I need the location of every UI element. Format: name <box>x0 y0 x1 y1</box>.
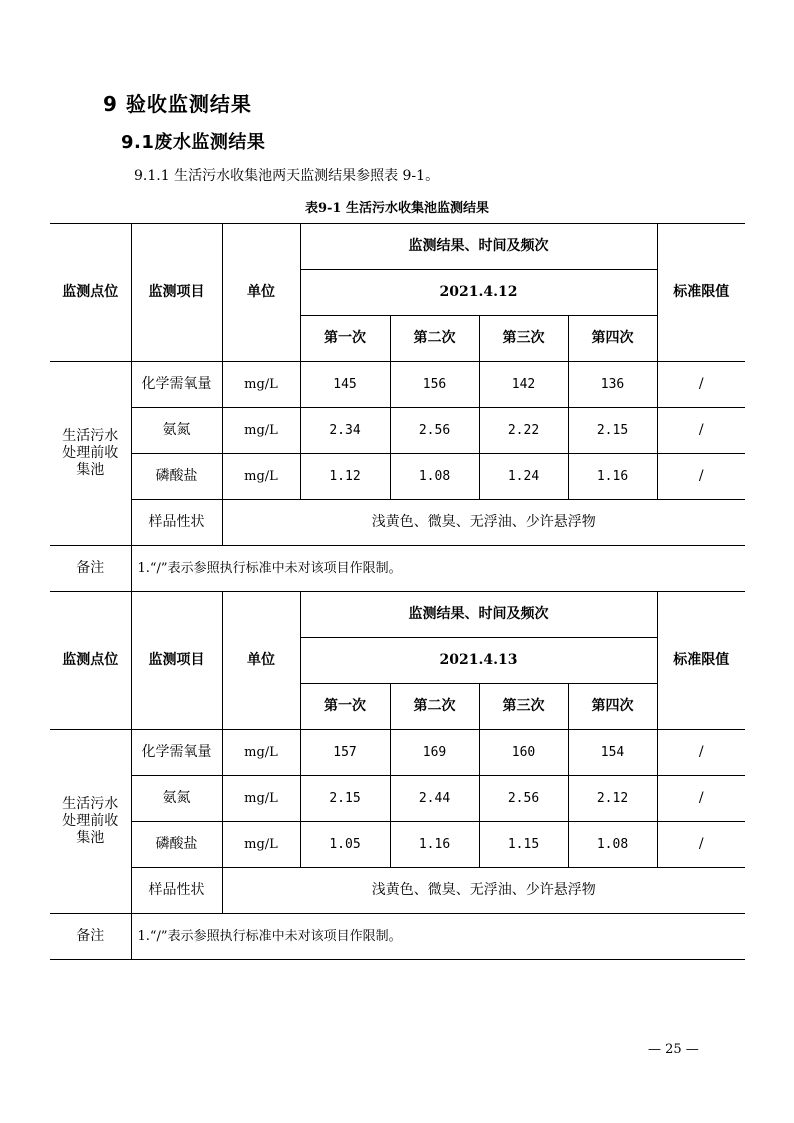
item-cell: 化学需氧量 <box>131 730 222 776</box>
value-cell: 2.34 <box>300 408 390 454</box>
sample-label: 样品性状 <box>131 500 222 546</box>
note-row <box>50 914 745 960</box>
table-row <box>50 822 745 868</box>
value-cell: 1.08 <box>568 822 657 868</box>
header-freq-1: 第一次 <box>300 684 390 730</box>
value-cell: 2.15 <box>300 776 390 822</box>
limit-cell: / <box>657 454 745 500</box>
unit-cell: mg/L <box>222 454 300 500</box>
value-cell: 2.56 <box>390 408 479 454</box>
header-limit: 标准限值 <box>657 224 745 362</box>
value-cell: 1.24 <box>479 454 568 500</box>
item-cell: 氨氮 <box>131 776 222 822</box>
value-cell: 136 <box>568 362 657 408</box>
header-item: 监测项目 <box>131 224 222 362</box>
note-label: 备注 <box>50 546 131 592</box>
sample-row <box>50 868 745 914</box>
value-cell: 1.16 <box>568 454 657 500</box>
note-row <box>50 546 745 592</box>
value-cell: 156 <box>390 362 479 408</box>
note-label: 备注 <box>50 914 131 960</box>
location-cell: 生活污水 处理前收 集池 <box>50 730 131 914</box>
subsection-heading: 9.1废水监测结果 <box>121 132 266 153</box>
item-cell: 磷酸盐 <box>131 454 222 500</box>
value-cell: 1.15 <box>479 822 568 868</box>
results-table-day1 <box>50 223 745 592</box>
header-freq-2: 第二次 <box>390 684 479 730</box>
location-cell: 生活污水 处理前收 集池 <box>50 362 131 546</box>
value-cell: 1.08 <box>390 454 479 500</box>
limit-cell: / <box>657 776 745 822</box>
header-freq-2: 第二次 <box>390 316 479 362</box>
header-date: 2021.4.13 <box>300 638 657 684</box>
value-cell: 2.56 <box>479 776 568 822</box>
header-freq-1: 第一次 <box>300 316 390 362</box>
unit-cell: mg/L <box>222 408 300 454</box>
item-cell: 氨氮 <box>131 408 222 454</box>
value-cell: 1.16 <box>390 822 479 868</box>
header-freq-4: 第四次 <box>568 316 657 362</box>
unit-cell: mg/L <box>222 730 300 776</box>
header-unit: 单位 <box>222 224 300 362</box>
sample-value: 浅黄色、微臭、无浮油、少许悬浮物 <box>222 500 745 546</box>
table-row <box>50 730 745 776</box>
note-value: 1.“/”表示参照执行标准中未对该项目作限制。 <box>131 914 745 960</box>
header-group: 监测结果、时间及频次 <box>300 224 657 270</box>
value-cell: 145 <box>300 362 390 408</box>
value-cell: 169 <box>390 730 479 776</box>
limit-cell: / <box>657 730 745 776</box>
sample-value: 浅黄色、微臭、无浮油、少许悬浮物 <box>222 868 745 914</box>
table-row <box>50 454 745 500</box>
header-group: 监测结果、时间及频次 <box>300 592 657 638</box>
sample-label: 样品性状 <box>131 868 222 914</box>
value-cell: 142 <box>479 362 568 408</box>
sample-row <box>50 500 745 546</box>
header-freq-3: 第三次 <box>479 316 568 362</box>
header-point: 监测点位 <box>50 224 131 362</box>
section-heading: 9 验收监测结果 <box>103 92 252 116</box>
unit-cell: mg/L <box>222 822 300 868</box>
header-unit: 单位 <box>222 592 300 730</box>
results-table-day2 <box>50 591 745 960</box>
note-value: 1.“/”表示参照执行标准中未对该项目作限制。 <box>131 546 745 592</box>
value-cell: 2.12 <box>568 776 657 822</box>
value-cell: 2.44 <box>390 776 479 822</box>
header-point: 监测点位 <box>50 592 131 730</box>
item-cell: 磷酸盐 <box>131 822 222 868</box>
header-freq-3: 第三次 <box>479 684 568 730</box>
header-limit: 标准限值 <box>657 592 745 730</box>
intro-paragraph: 9.1.1 生活污水收集池两天监测结果参照表 9-1。 <box>134 168 440 184</box>
table-row <box>50 408 745 454</box>
table-row <box>50 776 745 822</box>
value-cell: 154 <box>568 730 657 776</box>
table-caption: 表9-1 生活污水收集池监测结果 <box>304 201 489 216</box>
value-cell: 157 <box>300 730 390 776</box>
value-cell: 1.12 <box>300 454 390 500</box>
limit-cell: / <box>657 408 745 454</box>
value-cell: 2.15 <box>568 408 657 454</box>
unit-cell: mg/L <box>222 362 300 408</box>
limit-cell: / <box>657 362 745 408</box>
value-cell: 1.05 <box>300 822 390 868</box>
value-cell: 2.22 <box>479 408 568 454</box>
unit-cell: mg/L <box>222 776 300 822</box>
table-row <box>50 362 745 408</box>
item-cell: 化学需氧量 <box>131 362 222 408</box>
value-cell: 160 <box>479 730 568 776</box>
header-freq-4: 第四次 <box>568 684 657 730</box>
page-number: — 25 — <box>648 1042 699 1057</box>
limit-cell: / <box>657 822 745 868</box>
header-date: 2021.4.12 <box>300 270 657 316</box>
header-item: 监测项目 <box>131 592 222 730</box>
